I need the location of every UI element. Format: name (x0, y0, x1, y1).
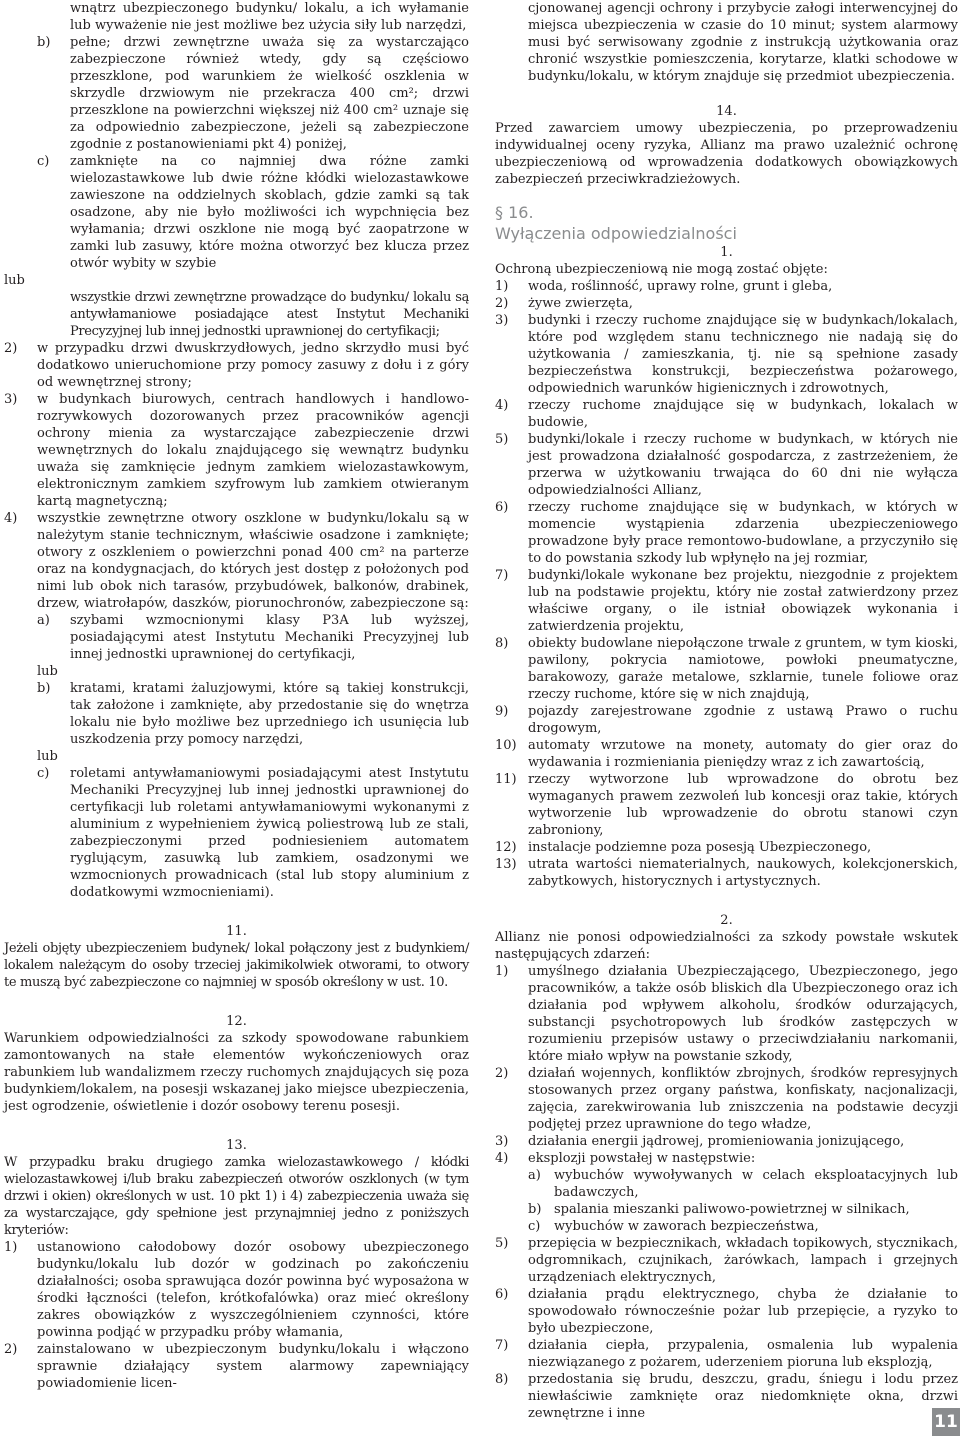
section-heading-title: Wyłączenia odpowiedzialności (495, 224, 737, 243)
list-text: działania ciepła, przypalenia, osmalenia lub wypalenia niezwiązanego z pożarem, uderzeniem pioruna lub eksplozją, (528, 1338, 958, 1370)
list-label: 7) (495, 1338, 509, 1353)
list-text: automaty wrzutowe na monety, automaty do gier oraz do wydawania i rozmieniania pieniędzy wraz z ich zawartością, (528, 738, 958, 770)
section-number: 12. (226, 1014, 247, 1029)
list-item (495, 567, 958, 635)
list-label: 4) (4, 511, 18, 526)
list-text: instalacje podziemne poza posesją Ubezpieczonego, (528, 840, 872, 855)
list-text: wybuchów wywoływanych w celach eksploatacyjnych lub badawczych, (554, 1168, 958, 1200)
list-label: 13) (495, 857, 517, 872)
list-text: działania prądu elektrycznego, chyba że działanie to spowodowało równocześnie pożar lub przepięcie, a ryzyko to było ubezpieczone, (528, 1287, 958, 1336)
list-item (4, 1341, 469, 1392)
list-text: zamknięte na co najmniej dwa różne zamki wielozastawkowe lub dwie różne kłódki wielozastawkowe zawieszone na oddzielnych skoblach, gdzie zamki są tak osadzone, aby nie było możliwości ich wypchnięcia bez wyłamania; drzwi oszklone nie mogą być zaopatrzone w zamki lub zasuwy, które można otworzyć bez klucza przez otwór wybity w szybie (70, 154, 469, 271)
exclusions-list (495, 278, 958, 890)
left-column (4, 0, 469, 1392)
list-text: kratami, kratami żaluzjowymi, które są takiej konstrukcji, tak założone i zamknięte, aby przedostanie się do wnętrza lokalu nie było możliwe bez uprzedniego ich usunięcia lub uszkodzenia przy pomocy narzędzi, (70, 681, 469, 747)
paragraph: W przypadku braku drugiego zamka wielozastawkowego / kłódki wielozastawkowej i/lub braku zabezpieczeń otworów oszklonych (w tym drzwi i okien) określonych w ust. 10 pkt 1) i 4) zabezpieczenia uważa się za wystarczające, gdy spełnione jest przynajmniej jedno z poniższych kryteriów: (4, 1155, 469, 1238)
section-number: 14. (716, 104, 737, 119)
list-label: 1) (495, 964, 509, 979)
list-item (4, 1239, 469, 1341)
list-item (37, 612, 469, 663)
list-label: 3) (495, 1134, 509, 1149)
list-label: 10) (495, 738, 517, 753)
list-label: 2) (4, 1342, 18, 1357)
list-text: rzeczy ruchome znajdujące się w budynkach, lokalach w budowie, (528, 398, 958, 430)
list-item (495, 771, 958, 839)
list-text: utrata wartości niematerialnych, naukowych, kolekcjonerskich, zabytkowych, historycznych i artystycznych. (528, 857, 958, 889)
list-text: w budynkach biurowych, centrach handlowych i handlowo-rozrywkowych dozorowanych przez pracowników agencji ochrony mienia za wystarczające zabezpieczenie drzwi wewnętrznych do lokalu znajdującego się wewnątrz budynku uważa się zamknięcie jednym zamkiem wielozastawkowym, elektronicznym zamkiem szyfrowym lub zamkiem otwieranym kartą magnetyczną; (37, 392, 469, 509)
section-number: 11. (226, 924, 247, 939)
page-number-badge (932, 1408, 960, 1436)
list-item (495, 1371, 958, 1422)
list-text: budynki/lokale i rzeczy ruchome w budynkach, w których nie jest prowadzona działalność gospodarcza, z zastrzeżeniem, że przerwa w użytkowaniu trwająca do 60 dni nie wyłącza odpowiedzialności Allianz, (528, 432, 958, 498)
paragraph-continuation: wnątrz ubezpieczonego budynku/ lokalu, a ich wyłamanie lub wyważenie nie jest możliwe bez użycia siły lub narzędzi, (70, 1, 469, 33)
list-item (37, 34, 469, 153)
right-column (495, 0, 958, 1422)
list-label: 3) (4, 392, 18, 407)
list-text: zainstalowano w ubezpieczonym budynku/lokalu i włączono sprawnie działający system alarmowy zapewniający powiadomienie licen- (37, 1342, 469, 1391)
list-label: 7) (495, 568, 509, 583)
list-item (37, 680, 469, 748)
list-text: w przypadku drzwi dwuskrzydłowych, jedno skrzydło musi być dodatkowo unieruchomione przy pomocy zasuwy z dołu i z góry od wewnętrznej strony; (37, 341, 469, 390)
list-label: 9) (495, 704, 509, 719)
list-label: c) (37, 766, 50, 781)
list-item (528, 1167, 958, 1201)
list-text: umyślnego działania Ubezpieczającego, Ubezpieczonego, jego pracowników, a także osób bliskich dla Ubezpieczonego oraz ich działania pod wpływem alkoholu, środków odurzających, substancji psychotropowych lub środków zastępczych w rozumieniu przepisów ustawy o przeciwdziałaniu narkomanii, które miało wpływ na powstanie szkody, (528, 964, 958, 1064)
list-item (495, 431, 958, 499)
paragraph-continuation: cjonowanej agencji ochrony i przybycie załogi interwencyjnej do miejsca ubezpieczenia w czasie do 10 minut; system alarmowy musi być serwisowany zgodnie z instrukcją użytkowania oraz chronić wszystkie pomieszczenia, korytarze, klatki schodowe w budynku/lokalu, w którym znajduje się przedmiot ubezpieczenia. (528, 1, 958, 84)
list-item (495, 312, 958, 397)
list-item (37, 765, 469, 901)
list-text: szybami wzmocnionymi klasy P3A lub wyższej, posiadającymi atest Instytutu Mechaniki Precyzyjnej lub innej jednostki uprawnionej do certyfikacji, (70, 613, 469, 662)
list-item (37, 153, 469, 272)
paragraph: Jeżeli objęty ubezpieczeniem budynek/ lokal połączony jest z budynkiem/ lokalem należącym do osoby trzeciej jakimikolwiek otworami, to otwory te muszą być zabezpieczone co najmniej w sposób określony w ust. 10. (4, 941, 469, 990)
paragraph: Ochroną ubezpieczeniową nie mogą zostać objęte: (495, 262, 828, 277)
section-number: 2. (720, 913, 733, 928)
list-text: działań wojennych, konfliktów zbrojnych, środków represyjnych stosowanych przez organy państwa, konfiskaty, nacjonalizacji, zajęcia, zarekwirowania lub zniszczenia na podstawie decyzji podjętej przez uprawnione do tego władze, (528, 1066, 958, 1132)
list-label: 2) (495, 1066, 509, 1081)
list-label: 5) (495, 432, 509, 447)
lub-connector: lub (37, 664, 58, 679)
list-text: roletami antywłamaniowymi posiadającymi atest Instytutu Mechaniki Precyzyjnej lub innej jednostki uprawnionej do certyfikacji lub roletami antywłamaniowymi wykonanymi z aluminium z wypełnieniem żywicą poliestrową lub ze stali, zabezpieczonymi przed podniesieniem automatem ryglującym, zasuwką lub zamkiem, osadzonymi we wzmocnionych prowadnicach (stal lub stopy aluminium z dodatkowymi wzmocnieniami). (70, 766, 469, 900)
list-item (495, 839, 958, 856)
list-item (495, 278, 958, 295)
list-item (495, 1133, 958, 1150)
lub-connector: lub (4, 273, 25, 288)
list-item (4, 510, 469, 612)
list-text: pełne; drzwi zewnętrzne uważa się za wystarczająco zabezpieczone również wtedy, gdy są częściowo przeszklone, pod warunkiem że wielkość oszklenia w skrzydle drzwiowym nie przekracza 400 cm²; drzwi przeszklone na powierzchni większej niż 400 cm² uznaje się za odpowiednio zabezpieczone, jeżeli są zabezpieczone zgodnie z postanowieniami pkt 4) poniżej, (70, 35, 469, 152)
list-item (495, 1337, 958, 1371)
list-text: budynki/lokale wykonane bez projektu, niezgodnie z projektem lub na podstawie projektu, który nie został zatwierdzony przez właściwe organy, o ile istniał obowiązek wykonania i zatwierdzenia projektu, (528, 568, 958, 634)
list-text: pojazdy zarejestrowane zgodnie z ustawą Prawo o ruchu drogowym, (528, 704, 958, 736)
section-number: 1. (720, 245, 733, 260)
list-item (495, 1286, 958, 1337)
list-item (528, 1201, 958, 1218)
list-text: eksplozji powstałej w następstwie: (528, 1151, 756, 1166)
page-number: 11 (934, 1412, 958, 1432)
list-item (495, 499, 958, 567)
list-label: 11) (495, 772, 517, 787)
list-item (495, 1235, 958, 1286)
list-text: wybuchów w zaworach bezpieczeństwa, (554, 1219, 819, 1234)
list-text: spalania mieszanki paliwowo-powietrznej w silnikach, (554, 1202, 910, 1217)
section-heading-number: § 16. (495, 203, 534, 222)
list-label: b) (528, 1202, 542, 1217)
list-item (4, 391, 469, 510)
list-label: 12) (495, 840, 517, 855)
list-item (495, 737, 958, 771)
list-text: przepięcia w bezpiecznikach, wkładach topikowych, stycznikach, odgromnikach, czujnikach, żarówkach, lampach i grzejnych urządzeniach elektrycznych, (528, 1236, 958, 1285)
list-label: 6) (495, 1287, 509, 1302)
lub-connector: lub (37, 749, 58, 764)
list-label: 5) (495, 1236, 509, 1251)
list-item (495, 1065, 958, 1133)
list-text: budynki i rzeczy ruchome znajdujące się w budynkach/lokalach, które pod względem stanu technicznego nie nadają się do użytkowania / zamieszkania, tj. nie są spełnione zasady bezpieczeństwa konstrukcji, bezpieczeństwa pożarowego, odpowiednich warunków higienicznych i zdrowotnych, (528, 313, 958, 396)
paragraph: Warunkiem odpowiedzialności za szkody spowodowane rabunkiem zamontowanych na stałe elementów wykończeniowych oraz rabunkiem lub wandalizmem rzeczy ruchomych znajdujących się poza budynkiem/lokalem, na posesji wskazanej jako miejsce ubezpieczenia, jest ogrodzenie, oświetlenie i dozór osobowy terenu posesji. (4, 1031, 469, 1114)
paragraph: Allianz nie ponosi odpowiedzialności za szkody powstałe wskutek następujących zdarzeń: (495, 930, 958, 962)
list-text: obiekty budowlane niepołączone trwale z gruntem, w tym kioski, pawilony, pokrycia namiotowe, powłoki pneumatyczne, barakowozy, garaże metalowe, szklarnie, tunele foliowe oraz rzeczy ruchome, które się w nich znajdują, (528, 636, 958, 702)
list-item (495, 856, 958, 890)
list-label: a) (37, 613, 50, 628)
list-label: 2) (495, 296, 509, 311)
list-label: a) (528, 1168, 541, 1183)
list-text: ustanowiono całodobowy dozór osobowy ubezpieczonego budynku/lokalu lub dozór w godzinach po zakończeniu działalności; osoba sprawująca dozór powinna być wyposażona w środki łączności (telefon, krótkofalówka) oraz mieć określony zakres obowiązków z wyszczególnieniem czynności, które powinna podjąć w przypadku próby włamania, (37, 1240, 469, 1340)
list-text: wszystkie zewnętrzne otwory oszklone w budynku/lokalu są w należytym stanie technicznym, właściwie osadzone i zamknięte; otwory z oszkleniem o powierzchni ponad 400 cm² na parterze oraz na kondygnacjach, do których jest dostęp z położonych pod nimi lub obok nich tarasów, przybudówek, balkonów, drabinek, drzew, wiatrołapów, daszków, piorunochronów, zabezpieczone są: (37, 511, 469, 611)
list-item (495, 703, 958, 737)
list-text: rzeczy wytworzone lub wprowadzone do obrotu bez wymaganych prawem zezwoleń lub koncesji oraz takie, których wytworzenie lub wprowadzenie do obrotu stanowi czyn zabroniony, (528, 772, 958, 838)
list-item (4, 340, 469, 391)
list-item (495, 1150, 958, 1167)
list-label: 1) (4, 1240, 18, 1255)
list-text: działania energii jądrowej, promieniowania jonizującego, (528, 1134, 905, 1149)
paragraph: wszystkie drzwi zewnętrzne prowadzące do budynku/ lokalu są antywłamaniowe posiadające atest Instytut Mechaniki Precyzyjnej lub innej jednostki uprawnionej do certyfikacji; (70, 290, 469, 339)
list-label: 4) (495, 398, 509, 413)
section-number: 13. (226, 1138, 247, 1153)
list-item (495, 295, 958, 312)
list-text: woda, roślinność, uprawy rolne, grunt i gleba, (528, 279, 833, 294)
list-item (495, 397, 958, 431)
list-text: rzeczy ruchome znajdujące się w budynkach, w których w momencie wystąpienia zdarzenia ubezpieczeniowego prowadzone były prace remontowo-budowlane, a przyczyniło się to do powstania szkody lub wpłynęło na jej rozmiar, (528, 500, 958, 566)
list-item (495, 963, 958, 1065)
list-label: 8) (495, 1372, 509, 1387)
list-label: b) (37, 35, 51, 50)
paragraph: Przed zawarciem umowy ubezpieczenia, po przeprowadzeniu indywidualnej oceny ryzyka, Allianz ma prawo uzależnić ochronę ubezpieczeniową od wprowadzenia dodatkowych obowiązkowych zabezpieczeń przeciwkradzieżowych. (495, 121, 958, 187)
list-text: przedostania się brudu, deszczu, gradu, śniegu i lodu przez niewłaściwie zamknięte oraz niedomknięte okna, drzwi zewnętrzne i inne (528, 1372, 958, 1421)
list-label: 8) (495, 636, 509, 651)
list-text: żywe zwierzęta, (528, 296, 633, 311)
list-label: 6) (495, 500, 509, 515)
list-label: c) (528, 1219, 541, 1234)
list-label: b) (37, 681, 51, 696)
list-label: 1) (495, 279, 509, 294)
list-label: c) (37, 154, 50, 169)
list-label: 4) (495, 1151, 509, 1166)
list-item (528, 1218, 958, 1235)
list-item (495, 635, 958, 703)
list-label: 3) (495, 313, 509, 328)
list-label: 2) (4, 341, 18, 356)
